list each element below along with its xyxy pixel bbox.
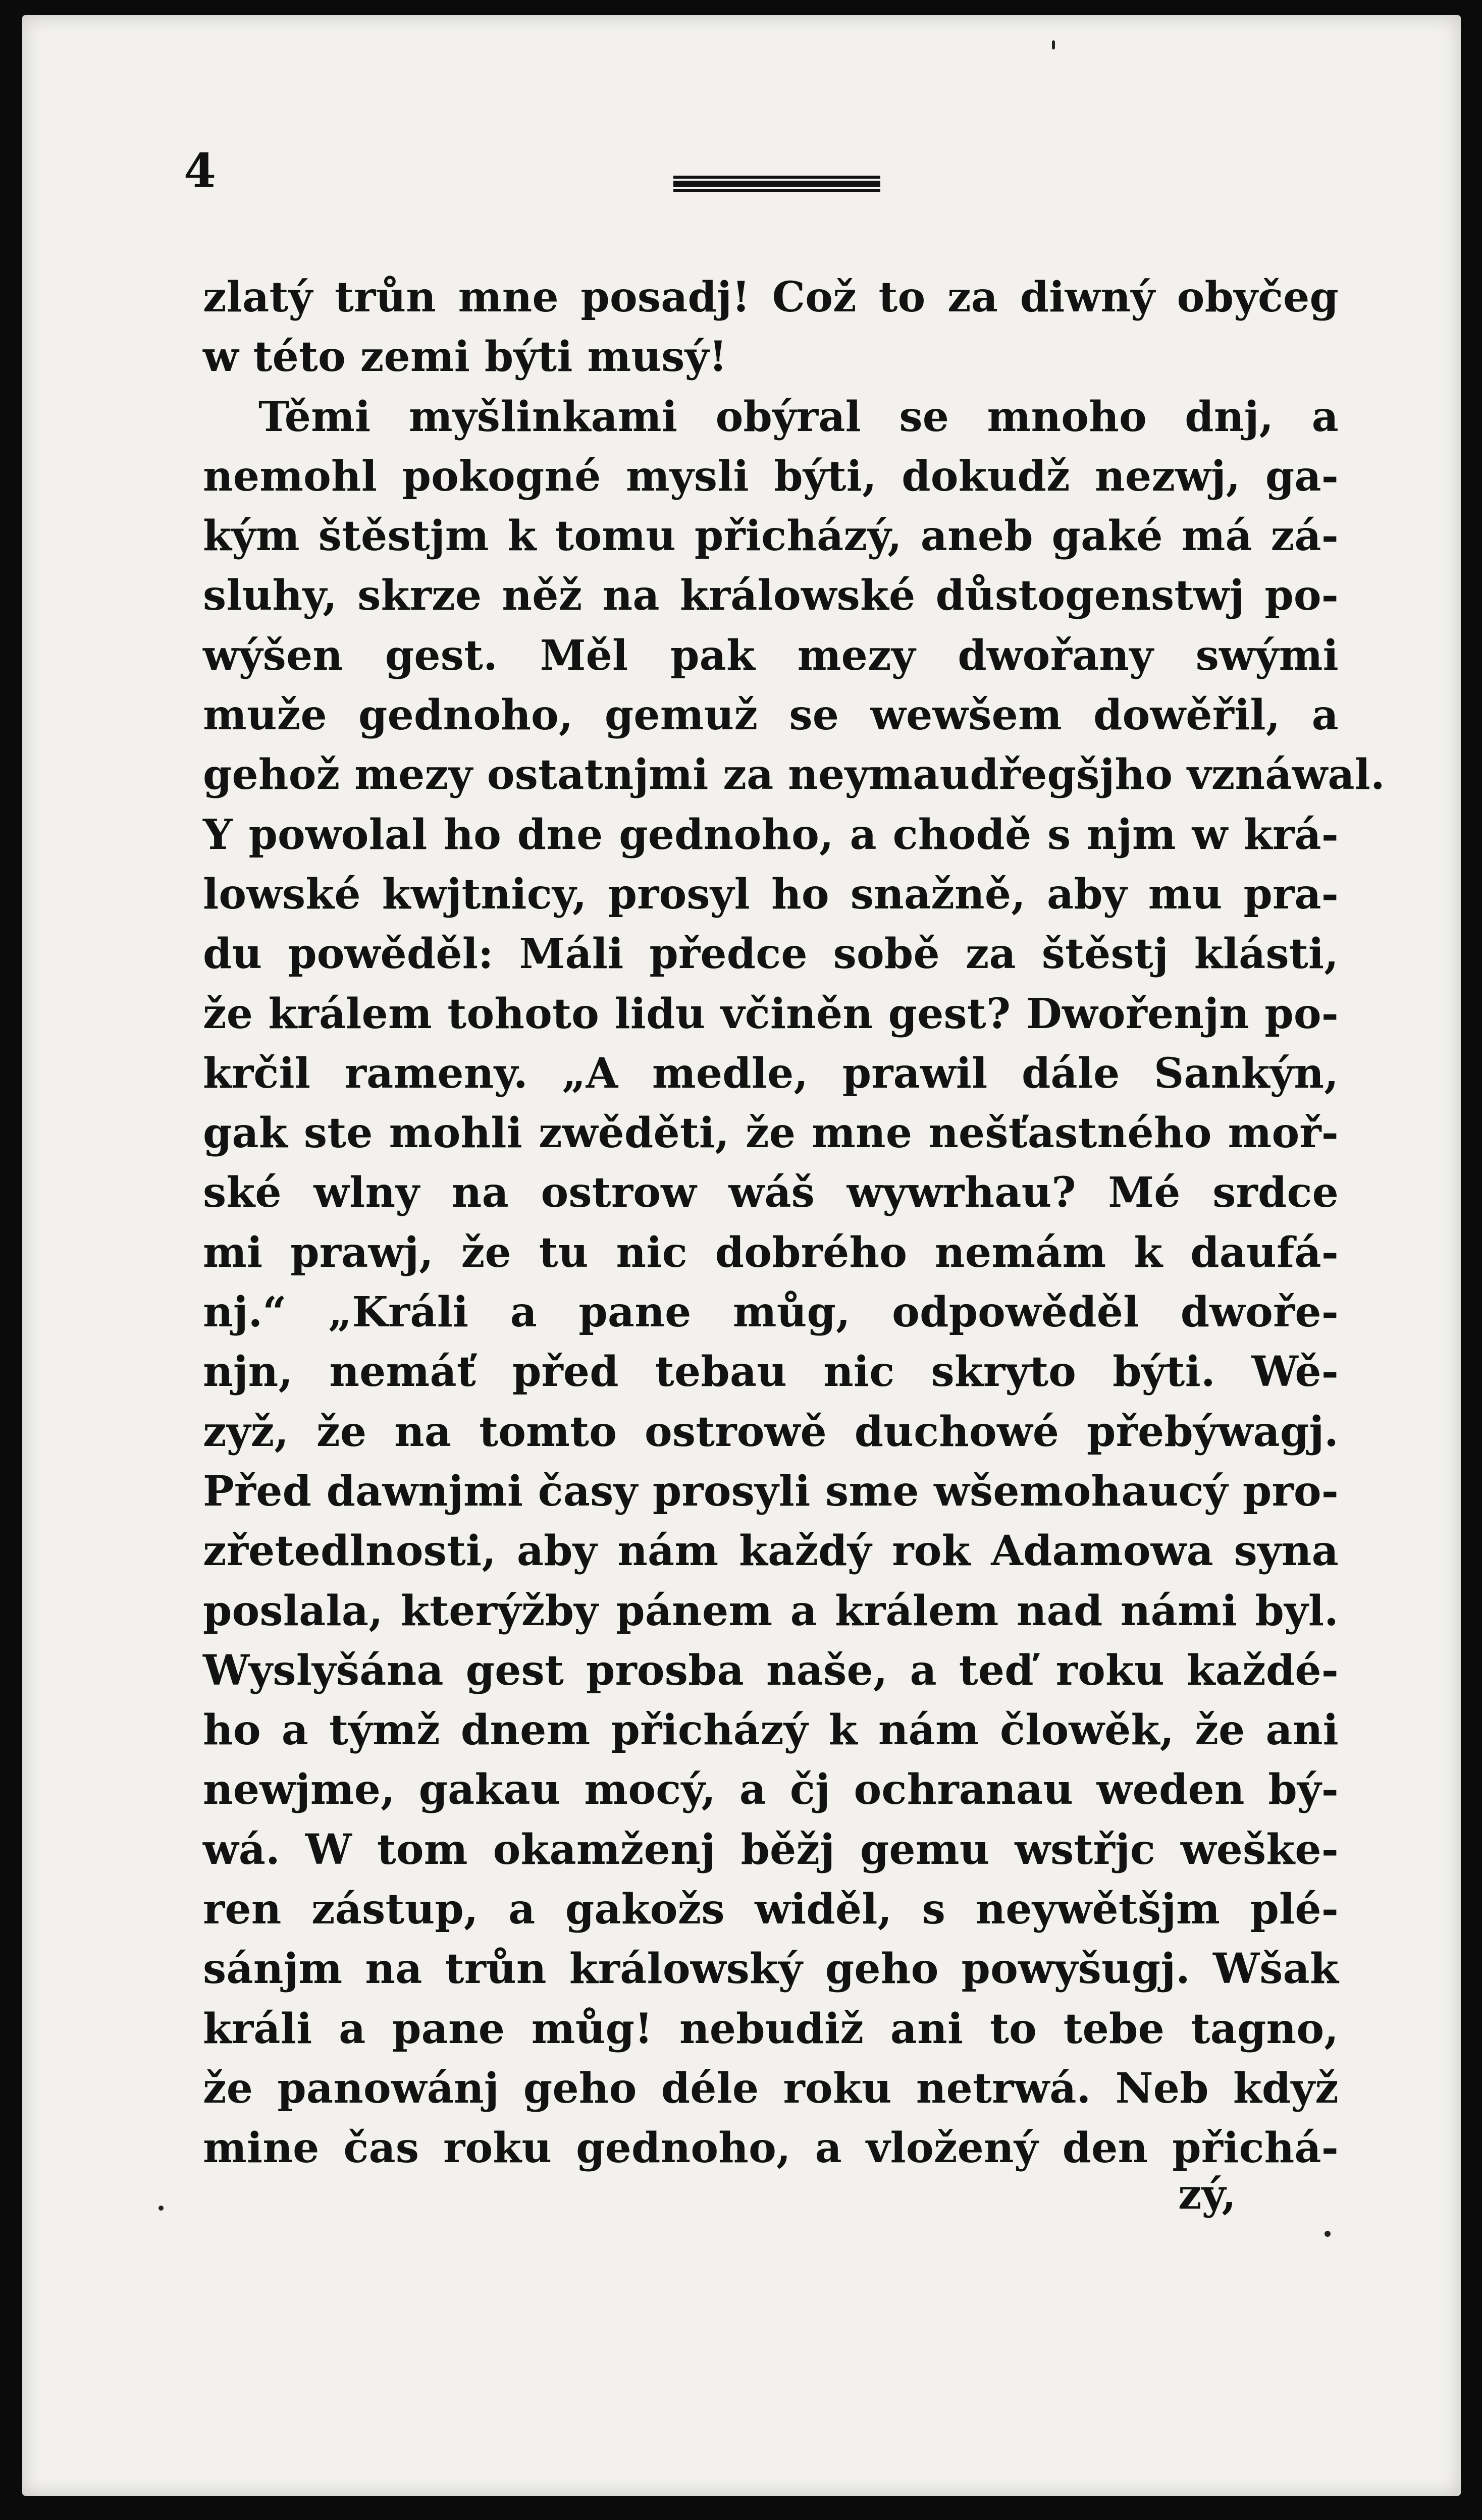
catchword: zý, [1178,2170,1236,2219]
text-line: gak ste mohli zwěděti, že mne nešťastného moř- [203,1109,1339,1158]
text-line: sluhy, skrze něž na králowské důstogenstwj po- [203,571,1339,620]
paper-speck [158,2206,164,2211]
text-line: že králem tohoto lidu včiněn gest? Dwořenjn po- [203,989,1339,1038]
text-line: Před dawnjmi časy prosyli sme wšemohaucý pro- [203,1467,1339,1516]
header-ornament-rule [673,176,880,193]
text-line: mine čas roku gednoho, a vložený den přichá- [203,2124,1339,2173]
paper-speck [1325,2231,1331,2237]
text-line: newjme, gakau mocý, a čj ochranau weden bý- [203,1765,1339,1814]
text-line: zyž, že na tomto ostrowě duchowé přebýwagj. [203,1407,1339,1456]
text-line: ské wlny na ostrow wáš wywrhau? Mé srdce [203,1168,1339,1217]
text-line: kým štěstjm k tomu přicházý, aneb gaké má zá- [203,512,1339,561]
text-line: wá. W tom okamženj běžj gemu wstřjc weške- [203,1825,1339,1874]
paper-speck [1052,40,1055,49]
text-line: njn, nemáť před tebau nic skryto býti. Wě- [203,1348,1339,1397]
text-line: Wyslyšána gest prosba naše, a teď roku každé- [203,1646,1339,1695]
text-line: králi a pane můg! nebudiž ani to tebe tagno, [203,2004,1339,2053]
text-line: Y powolal ho dne gednoho, a chodě s njm w krá- [203,810,1339,859]
text-line: že panowánj geho déle roku netrwá. Neb když [203,2064,1339,2113]
book-page [22,15,1461,2496]
text-line: ren zástup, a gakožs widěl, s neywětšjm plé- [203,1885,1339,1934]
text-line: gehož mezy ostatnjmi za neymaudřegšjho vznáwal. [203,750,1385,799]
text-line: nemohl pokogné mysli býti, dokudž nezwj, ga- [203,452,1339,501]
text-line: sánjm na trůn králowský geho powyšugj. Wšak [203,1945,1339,1994]
text-line: muže gednoho, gemuž se wewšem dowěřil, a [203,691,1339,740]
text-line: zlatý trůn mne posadj! Což to za diwný obyčeg [203,273,1339,321]
text-line: ho a týmž dnem přicházý k nám člowěk, že ani [203,1706,1339,1755]
text-line: lowské kwjtnicy, prosyl ho snažně, aby mu pra- [203,870,1339,919]
text-line: du powěděl: Máli předce sobě za štěstj klásti, [203,930,1339,979]
text-line: Těmi myšlinkami obýral se mnoho dnj, a [258,392,1339,441]
text-line: wýšen gest. Měl pak mezy dwořany swými [203,631,1339,680]
text-line: w této zemi býti musý! [203,333,727,382]
page-number: 4 [184,143,217,198]
text-line: poslala, kterýžby pánem a králem nad námi byl. [203,1586,1339,1635]
text-line: mi prawj, že tu nic dobrého nemám k daufá- [203,1228,1339,1277]
text-line: nj.“ „Králi a pane můg, odpowěděl dwoře- [203,1288,1339,1337]
text-line: zřetedlnosti, aby nám každý rok Adamowa syna [203,1527,1339,1576]
text-line: krčil rameny. „A medle, prawil dále Sankýn, [203,1049,1339,1098]
body-text [203,267,1385,2178]
